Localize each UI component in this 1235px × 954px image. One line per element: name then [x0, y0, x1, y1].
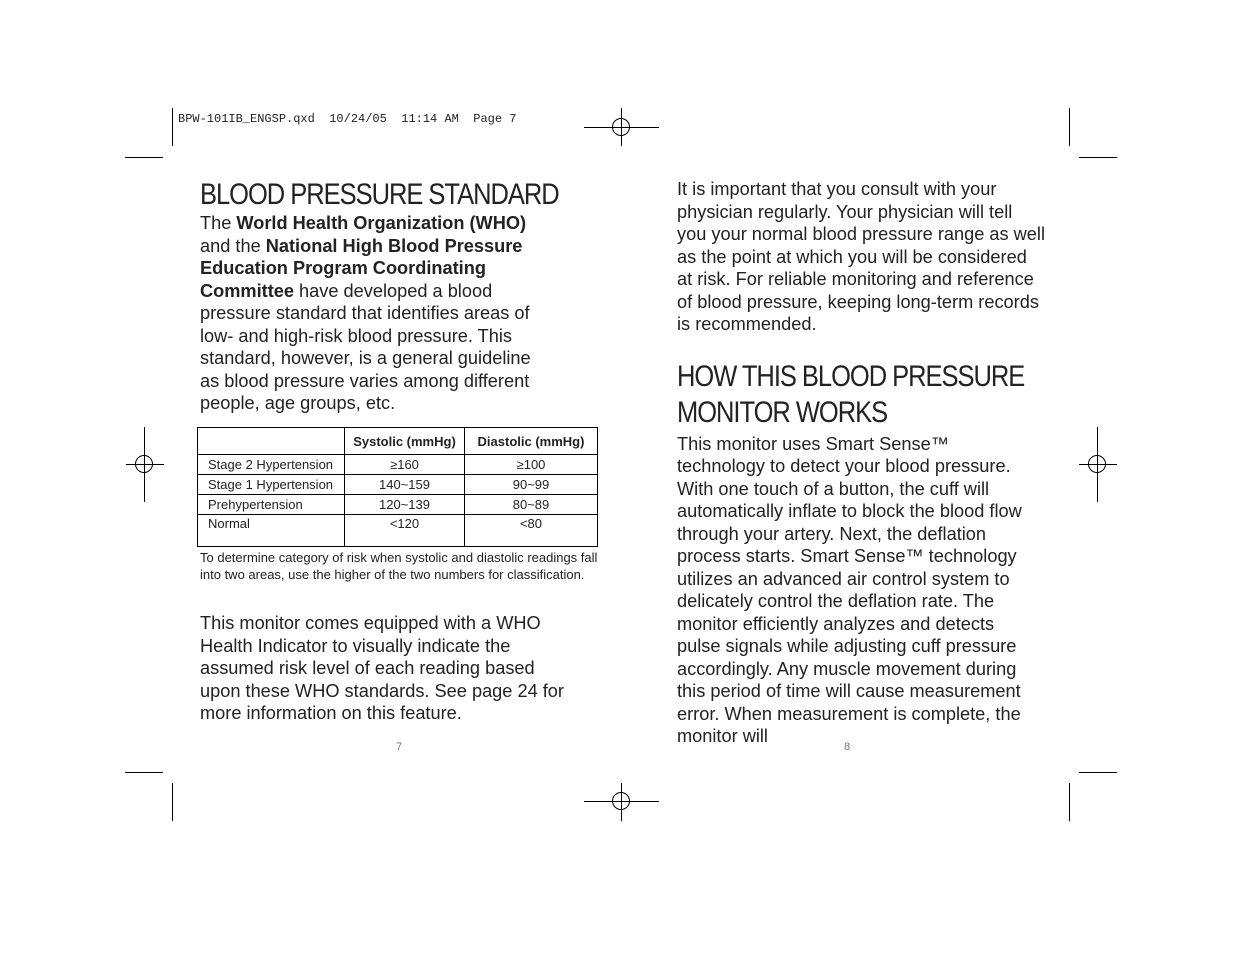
table-cell: ≥100 — [465, 455, 598, 475]
table-cell: ≥160 — [345, 455, 465, 475]
table-cell: Stage 1 Hypertension — [198, 475, 345, 495]
table-cell: Stage 2 Hypertension — [198, 455, 345, 475]
table-header: Systolic (mmHg) — [345, 428, 465, 455]
table-row — [198, 495, 598, 515]
page-number-left: 7 — [396, 741, 403, 753]
who-name: World Health Organization (WHO) — [236, 213, 527, 233]
table-cell: <80 — [465, 515, 598, 547]
crop-mark — [172, 108, 173, 146]
table-row — [198, 515, 598, 547]
nhbpep-name: National High Blood Pressure Education Program Coordinating Committee — [200, 235, 523, 301]
left-lower-column — [200, 612, 610, 725]
table-cell: 120~139 — [345, 495, 465, 515]
print-slug: BPW-101IB_ENGSP.qxd 10/24/05 11:14 AM Page 7 — [178, 112, 517, 126]
table-footnote: To determine category of risk when systolic and diastolic readings fall into two areas, use the higher of the two numbers for classification. — [200, 550, 598, 582]
crop-mark — [1079, 772, 1117, 773]
crop-mark — [125, 772, 163, 773]
table-cell: Prehypertension — [198, 495, 345, 515]
section-title-how-monitor-works: HOW THIS BLOOD PRESSURE MONITOR WORKS — [677, 359, 1025, 429]
crop-mark — [1069, 783, 1070, 821]
table-cell: 90~99 — [465, 475, 598, 495]
table-cell: 140~159 — [345, 475, 465, 495]
crop-mark — [1069, 108, 1070, 146]
crop-mark — [125, 157, 163, 158]
table-cell: <120 — [345, 515, 465, 547]
intro-paragraph: The World Health Organization (WHO) and the National High Blood Pressure Education Program Coordinating Committee have developed a blood pressure standard that identifies areas of low- and high-risk blood pressure. This standard, however, is a general guideline as blood pressure varies among different people, age groups, etc. — [200, 213, 531, 413]
blood-pressure-table — [197, 427, 598, 547]
left-page-column — [200, 178, 610, 415]
table-header-row — [198, 428, 598, 455]
table-header: Diastolic (mmHg) — [465, 428, 598, 455]
who-indicator-paragraph: This monitor comes equipped with a WHO Health Indicator to visually indicate the assumed risk level of each reading based upon these WHO standards. See page 24 for more information on this feature. — [200, 613, 564, 723]
table-row — [198, 475, 598, 495]
right-page-column — [677, 178, 1057, 748]
table-header — [198, 428, 345, 455]
table-cell: 80~89 — [465, 495, 598, 515]
table-row — [198, 455, 598, 475]
page-number-right: 8 — [844, 741, 851, 753]
table-cell: Normal — [198, 515, 345, 547]
crop-mark — [1079, 157, 1117, 158]
consult-paragraph: It is important that you consult with your physician regularly. Your physician will tell you your normal blood pressure range as well as the point at which you will be considered at risk. For reliable monitoring and reference of blood pressure, keeping long-term records is recommended. — [677, 179, 1045, 334]
how-it-works-paragraph: This monitor uses Smart Sense™ technology to detect your blood pressure. With one touch of a button, the cuff will automatically inflate to block the blood flow through your artery. Next, the deflation process starts. Smart Sense™ technology utilizes an advanced air control system to delicately control the deflation rate. The monitor efficiently analyzes and detects pulse signals while adjusting cuff pressure accordingly. Any muscle movement during this period of time will cause measurement error. When measurement is complete, the monitor will — [677, 433, 1022, 746]
crop-mark — [172, 783, 173, 821]
section-title-blood-pressure-standard: BLOOD PRESSURE STANDARD — [200, 178, 559, 211]
